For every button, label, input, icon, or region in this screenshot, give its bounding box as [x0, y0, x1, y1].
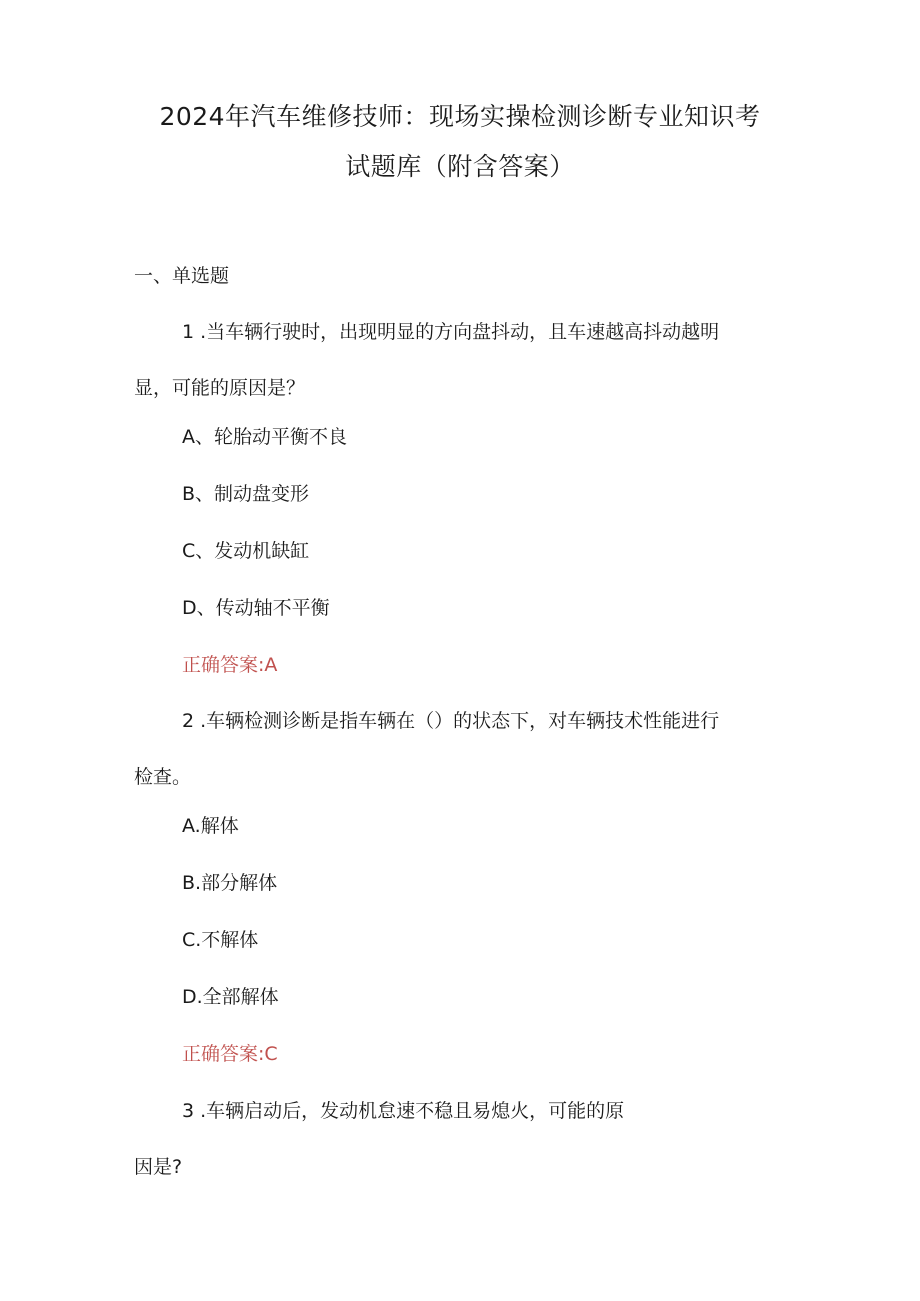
- title-line-2: 试题库（附含答案）: [345, 152, 575, 181]
- question-3-line-2: 因是?: [134, 1156, 183, 1178]
- question-1: [134, 304, 794, 416]
- question-2-line-2: 检查。: [134, 766, 192, 788]
- question-2-option-b: B.部分解体: [182, 872, 278, 894]
- question-2-option-a: A.解体: [182, 815, 239, 837]
- title-line-1: 2024年汽车维修技师：现场实操检测诊断专业知识考: [159, 102, 761, 131]
- question-2-option-c: C.不解体: [182, 929, 259, 951]
- question-2-option-d: D.全部解体: [182, 986, 279, 1008]
- question-1-option-a: A、轮胎动平衡不良: [182, 426, 347, 448]
- question-1-line-2: 显，可能的原因是？: [134, 377, 306, 399]
- question-3-line-1: 3 .车辆启动后，发动机怠速不稳且易熄火，可能的原: [182, 1100, 625, 1122]
- question-2-line-1: 2 .车辆检测诊断是指车辆在（）的状态下，对车辆技术性能进行: [182, 710, 720, 732]
- question-3: [134, 1083, 794, 1195]
- question-1-answer: 正确答案:A: [182, 654, 278, 676]
- document-title: [120, 92, 800, 192]
- question-1-option-b: B、制动盘变形: [182, 483, 310, 505]
- question-1-line-1: 1 .当车辆行驶时，出现明显的方向盘抖动，且车速越高抖动越明: [182, 321, 720, 343]
- question-2: [134, 693, 794, 805]
- question-1-option-d: D、传动轴不平衡: [182, 597, 330, 619]
- section-heading: 一、单选题: [134, 265, 230, 287]
- question-1-option-c: C、发动机缺缸: [182, 540, 310, 562]
- question-2-answer: 正确答案:C: [182, 1043, 278, 1065]
